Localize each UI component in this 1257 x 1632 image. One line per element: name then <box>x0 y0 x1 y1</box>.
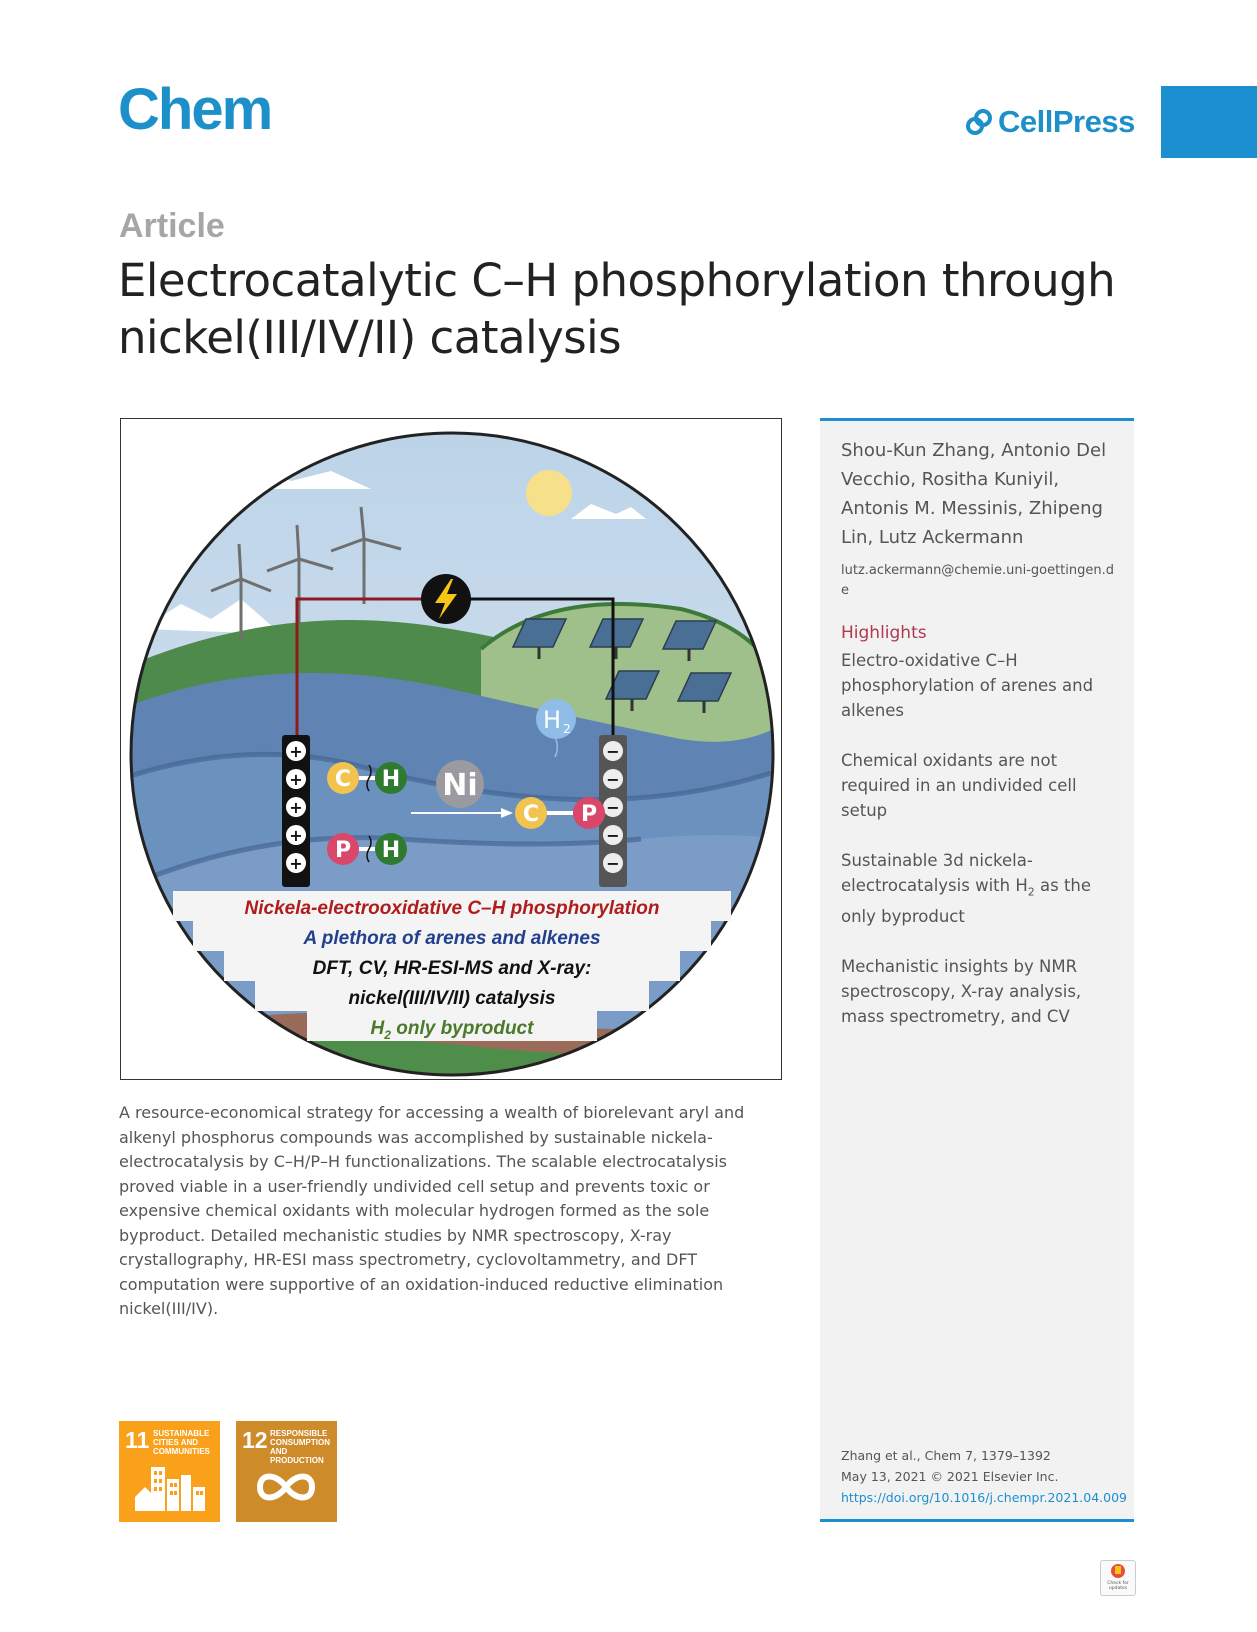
svg-text:C: C <box>334 767 352 792</box>
summary-banner <box>173 891 731 1042</box>
graphical-abstract <box>120 418 782 1080</box>
banner-line-5: $H_2$ only byproduct <box>370 1018 534 1042</box>
svg-text:+: + <box>289 798 303 817</box>
svg-text:+: + <box>289 826 303 845</box>
banner-line-4: nickel(III/IV/II) catalysis <box>348 988 556 1009</box>
svg-text:−: − <box>606 854 620 873</box>
sun <box>526 470 572 516</box>
sdg-number: 12 <box>242 1427 268 1453</box>
svg-text:+: + <box>289 742 303 761</box>
svg-text:H: H <box>542 706 562 734</box>
article-title: Electrocatalytic C–H phosphorylation through nickel(III/IV/II) catalysis <box>118 254 1116 364</box>
highlights-list <box>841 648 1123 1054</box>
cellpress-icon <box>964 107 994 137</box>
svg-text:P: P <box>334 838 352 863</box>
check-for-updates-label: Check for updates <box>1107 1581 1129 1591</box>
citation-date: May 13, 2021 © 2021 Elsevier Inc. <box>841 1469 1059 1484</box>
highlight-item: Sustainable 3d nickela-electrocatalysis with $H_2$ as the only byproduct <box>841 851 1092 927</box>
citation-block <box>841 1445 1127 1508</box>
check-for-updates-button[interactable] <box>1100 1560 1136 1596</box>
journal-logo[interactable]: Chem <box>118 77 272 142</box>
banner-line-3: DFT, CV, HR-ESI-MS and X-ray: <box>312 958 592 979</box>
doi-link[interactable]: https://doi.org/10.1016/j.chempr.2021.04.009 <box>841 1490 1127 1505</box>
sdg-11-badge[interactable] <box>119 1421 220 1522</box>
sdg-label: SUSTAINABLE CITIES AND COMMUNITIES <box>153 1429 210 1456</box>
highlight-item: Chemical oxidants are not required in an undivided cell setup <box>841 751 1077 820</box>
article-type: Article <box>119 207 225 245</box>
correspondence-email[interactable]: lutz.ackermann@chemie.uni-goettingen.de <box>841 563 1114 598</box>
svg-text:−: − <box>606 770 620 789</box>
highlight-item: Electro-oxidative C–H phosphorylation of arenes and alkenes <box>841 651 1094 720</box>
sidebar <box>820 418 1134 1522</box>
svg-text:H: H <box>381 838 401 863</box>
svg-text:2: 2 <box>563 722 571 736</box>
highlights-heading: Highlights <box>841 623 927 643</box>
nickel-atom <box>436 760 484 808</box>
highlight-item: Mechanistic insights by NMR spectroscopy, X-ray analysis, mass spectrometry, and CV <box>841 957 1082 1027</box>
corner-tab <box>1161 86 1257 158</box>
svg-text:Ni: Ni <box>442 768 478 803</box>
svg-text:−: − <box>606 742 620 761</box>
svg-text:C: C <box>522 802 540 827</box>
author-list[interactable]: Shou-Kun Zhang, Antonio Del Vecchio, Rositha Kuniyil, Antonis M. Messinis, Zhipeng Lin, Lutz Ackermann <box>841 440 1107 548</box>
svg-text:−: − <box>606 798 620 817</box>
cellpress-logo[interactable] <box>964 104 1135 140</box>
graphical-abstract-figure <box>121 419 783 1081</box>
svg-text:P: P <box>580 802 598 827</box>
svg-text:H: H <box>381 767 401 792</box>
sdg-label: RESPONSIBLE CONSUMPTION AND PRODUCTION <box>270 1429 330 1465</box>
publisher-name: CellPress <box>998 104 1135 139</box>
svg-text:+: + <box>289 854 303 873</box>
bookmark-icon <box>1101 1561 1135 1581</box>
sdg-number: 11 <box>125 1427 150 1453</box>
citation-reference: Zhang et al., Chem 7, 1379–1392 <box>841 1448 1051 1463</box>
svg-text:+: + <box>289 770 303 789</box>
banner-line-2: A plethora of arenes and alkenes <box>303 928 601 949</box>
svg-text:−: − <box>606 826 620 845</box>
abstract-text: A resource-economical strategy for accessing a wealth of biorelevant aryl and alkenyl phosphorus compounds was accomplished by sustainable nickela-electrocatalysis by C–H/P–H functionalizations. The scalable electrocatalysis proved viable in a user-friendly undivided cell setup and prevents toxic or expensive chemical oxidants with molecular hydrogen formed as the sole byproduct. Detailed mechanistic studies by NMR spectroscopy, X-ray crystallography, HR-ESI mass spectrometry, cyclovoltammetry, and DFT computation were supportive of an oxidation-induced reductive elimination nickel(III/IV). <box>119 1103 745 1318</box>
sdg-12-badge[interactable] <box>236 1421 337 1522</box>
banner-line-1: Nickela-electrooxidative C–H phosphorylation <box>244 898 660 919</box>
